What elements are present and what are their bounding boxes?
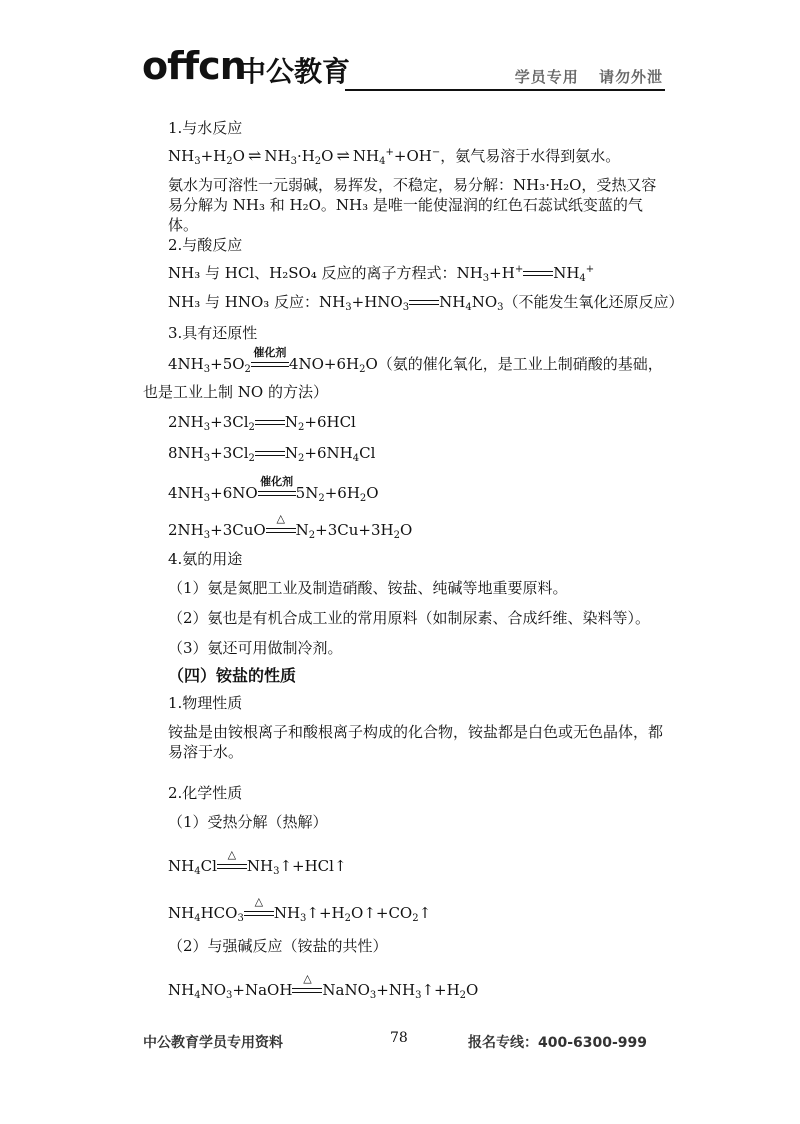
footer-hotline: 报名专线：400-6300-999 xyxy=(468,1035,648,1051)
heading-physical-properties: 1.物理性质 xyxy=(168,694,243,712)
heading-react-strong-base: （2）与强碱反应（铵盐的共性） xyxy=(168,937,388,955)
equation-ammonia-water: $NH_3+H_2O$ ⇌ $NH_3\cdot H_2O$ ⇌ $NH_4^++OH^-$，氨气易溶于水得到氨水。 xyxy=(168,146,621,167)
equation-nh4cl-decomposition: $NH_4Cl$ △ $NH_3↑+HCl↑$ xyxy=(168,848,347,877)
footer-left: 中公教育学员专用资料 xyxy=(143,1035,283,1051)
equation-nh3-hno3: NH₃ 与 HNO₃ 反应：$NH_3+HNO_3$ $NH_4NO_3$（不能发生氧化还原反应） xyxy=(168,293,684,313)
heading-thermal-decomposition: （1）受热分解（热解） xyxy=(168,813,328,831)
paragraph-physical-properties: 铵盐是由铵根离子和酸根离子构成的化合物，铵盐都是白色或无色晶体，都易溶于水。 xyxy=(168,723,664,761)
equation-nh3-cuo: $2NH_3+3CuO$ △ $N_2+3Cu+3H_2O$ xyxy=(168,512,413,541)
equation-nh3-hcl: NH₃ 与 HCl、H₂SO₄ 反应的离子方程式：$NH_3+H^+$ $NH_4^+$ xyxy=(168,264,595,284)
equation-catalytic-oxidation-cont: 也是工业上制 NO 的方法） xyxy=(143,383,328,401)
equation-nh3-cl2-hcl: $2NH_3+3Cl_2$ $N_2+6HCl$ xyxy=(168,413,356,433)
paragraph-ammonia-water-text: 氨水为可溶性一元弱碱，易挥发，不稳定，易分解：NH₃·H₂O，受热又容易分解为 NH₃ 和 H₂O。NH₃ 是唯一能使湿润的红色石蕊试纸变蓝的气体。 xyxy=(168,176,657,234)
heading-reducibility: 3.具有还原性 xyxy=(168,324,258,342)
offcn-logo: offcn xyxy=(142,44,246,88)
heading-ammonia-uses: 4.氨的用途 xyxy=(168,550,243,568)
heading-react-water: 1.与水反应 xyxy=(168,119,243,137)
header-notice-1: 学员专用 xyxy=(514,68,579,86)
header-notice-2: 请勿外泄 xyxy=(598,68,663,86)
heading-react-acid: 2.与酸反应 xyxy=(168,236,243,254)
equation-nh4hco3-decomposition: $NH_4HCO_3$ △ $NH_3↑+H_2O↑+CO_2↑$ xyxy=(168,895,432,924)
use-item-1: （1）氨是氮肥工业及制造硝酸、铵盐、纯碱等地重要原料。 xyxy=(168,579,568,597)
use-item-2: （2）氨也是有机合成工业的常用原料（如制尿素、合成纤维、染料等）。 xyxy=(168,609,651,627)
page-header xyxy=(140,44,665,96)
equation-nh3-no: $4NH_3+6NO$ 催化剂 $5N_2+6H_2O$ xyxy=(168,475,379,504)
page-number: 78 xyxy=(390,1030,408,1046)
section-title-ammonium-salts: （四）铵盐的性质 xyxy=(168,666,297,685)
use-item-3: （3）氨还可用做制冷剂。 xyxy=(168,639,343,657)
equation-nh3-cl2-nh4cl: $8NH_3+3Cl_2$ $N_2+6NH_4Cl$ xyxy=(168,444,376,464)
logo-chinese-name: 中公教育 xyxy=(238,55,351,88)
equation-nh4no3-naoh: $NH_4NO_3+NaOH$ △ $NaNO_3+NH_3↑+H_2O$ xyxy=(168,972,479,1001)
heading-chemical-properties: 2.化学性质 xyxy=(168,784,243,802)
header-rule xyxy=(345,89,665,91)
header-notice xyxy=(501,66,663,87)
equation-catalytic-oxidation: $4NH_3+5O_2$ 催化剂 $4NO+6H_2O$（氨的催化氧化，是工业上制硝酸的基础， xyxy=(168,346,663,375)
paragraph-ammonia-water xyxy=(168,175,668,235)
